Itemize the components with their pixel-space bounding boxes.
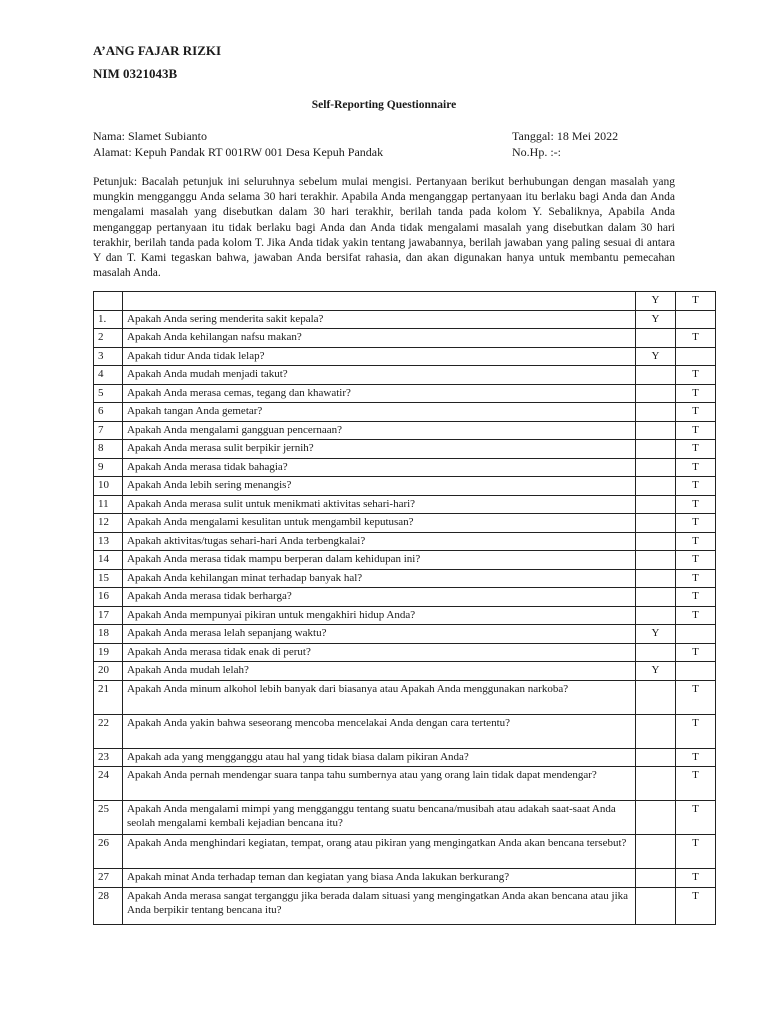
question-number-cell: 15 (94, 569, 123, 588)
question-text-cell: Apakah minat Anda terhadap teman dan kegiatan yang biasa Anda lakukan berkurang? (123, 869, 636, 888)
questionnaire-table (93, 291, 716, 925)
question-number-cell: 1. (94, 310, 123, 329)
answer-t-cell: T (676, 767, 716, 801)
answer-y-cell (636, 569, 676, 588)
answer-t-cell: T (676, 403, 716, 422)
question-text-cell: Apakah Anda merasa tidak berharga? (123, 588, 636, 607)
table-row (94, 643, 716, 662)
table-row (94, 403, 716, 422)
answer-y-cell (636, 835, 676, 869)
question-text-cell: Apakah Anda merasa tidak bahagia? (123, 458, 636, 477)
question-text-cell: Apakah aktivitas/tugas sehari-hari Anda terbengkalai? (123, 532, 636, 551)
table-row (94, 440, 716, 459)
answer-y-cell (636, 748, 676, 767)
question-text-cell: Apakah Anda yakin bahwa seseorang mencoba mencelakai Anda dengan cara tertentu? (123, 714, 636, 748)
question-number-cell: 2 (94, 329, 123, 348)
answer-y-cell (636, 421, 676, 440)
question-text-cell: Apakah tidur Anda tidak lelap? (123, 347, 636, 366)
table-row (94, 801, 716, 835)
question-text-cell: Apakah Anda kehilangan nafsu makan? (123, 329, 636, 348)
answer-t-cell: T (676, 421, 716, 440)
question-text-cell: Apakah Anda kehilangan minat terhadap banyak hal? (123, 569, 636, 588)
answer-t-cell: T (676, 532, 716, 551)
table-row (94, 347, 716, 366)
answer-t-cell: T (676, 643, 716, 662)
answer-y-cell: Y (636, 310, 676, 329)
question-text-cell: Apakah Anda mudah lelah? (123, 662, 636, 681)
table-row (94, 569, 716, 588)
answer-t-cell: T (676, 384, 716, 403)
table-header-row (94, 292, 716, 311)
answer-t-cell: T (676, 801, 716, 835)
question-number-cell: 8 (94, 440, 123, 459)
question-text-cell: Apakah Anda merasa sulit untuk menikmati aktivitas sehari-hari? (123, 495, 636, 514)
answer-y-cell (636, 384, 676, 403)
table-row (94, 662, 716, 681)
question-text-cell: Apakah Anda merasa lelah sepanjang waktu? (123, 625, 636, 644)
question-text-cell: Apakah Anda mempunyai pikiran untuk mengakhiri hidup Anda? (123, 606, 636, 625)
question-number-cell: 20 (94, 662, 123, 681)
answer-t-cell: T (676, 588, 716, 607)
question-number-cell: 22 (94, 714, 123, 748)
answer-y-cell (636, 403, 676, 422)
answer-t-cell: T (676, 366, 716, 385)
answer-t-cell: T (676, 748, 716, 767)
question-number-cell: 27 (94, 869, 123, 888)
answer-t-cell: T (676, 440, 716, 459)
table-row (94, 458, 716, 477)
question-number-cell: 7 (94, 421, 123, 440)
question-number-cell: 12 (94, 514, 123, 533)
answer-t-cell: T (676, 606, 716, 625)
answer-y-cell: Y (636, 625, 676, 644)
answer-y-cell (636, 887, 676, 924)
table-row (94, 366, 716, 385)
answer-y-cell (636, 440, 676, 459)
answer-t-cell (676, 625, 716, 644)
table-row (94, 495, 716, 514)
table-row (94, 714, 716, 748)
table-row (94, 329, 716, 348)
header-question-cell (123, 292, 636, 311)
answer-y-cell (636, 643, 676, 662)
question-number-cell: 28 (94, 887, 123, 924)
question-text-cell: Apakah ada yang mengganggu atau hal yang tidak biasa dalam pikiran Anda? (123, 748, 636, 767)
field-tanggal: Tanggal: 18 Mei 2022 (512, 129, 619, 143)
answer-y-cell (636, 551, 676, 570)
question-number-cell: 4 (94, 366, 123, 385)
answer-t-cell (676, 662, 716, 681)
question-text-cell: Apakah Anda menghindari kegiatan, tempat, orang atau pikiran yang mengingatkan Anda akan bencana tersebut? (123, 835, 636, 869)
question-number-cell: 17 (94, 606, 123, 625)
answer-y-cell (636, 329, 676, 348)
answer-t-cell: T (676, 551, 716, 570)
question-text-cell: Apakah Anda merasa sulit berpikir jernih? (123, 440, 636, 459)
question-number-cell: 23 (94, 748, 123, 767)
question-number-cell: 6 (94, 403, 123, 422)
answer-y-cell (636, 458, 676, 477)
answer-t-cell: T (676, 569, 716, 588)
question-number-cell: 10 (94, 477, 123, 496)
question-text-cell: Apakah Anda mengalami kesulitan untuk mengambil keputusan? (123, 514, 636, 533)
question-text-cell: Apakah Anda merasa sangat terganggu jika berada dalam situasi yang mengingatkan Anda akan bencana atau jika Anda berpikir tentang bencana itu? (123, 887, 636, 924)
answer-y-cell (636, 366, 676, 385)
table-row (94, 477, 716, 496)
field-nohp: No.Hp. :-: (512, 145, 561, 159)
answer-t-cell: T (676, 329, 716, 348)
question-number-cell: 18 (94, 625, 123, 644)
table-row (94, 421, 716, 440)
question-number-cell: 21 (94, 680, 123, 714)
answer-y-cell (636, 495, 676, 514)
table-row (94, 310, 716, 329)
question-text-cell: Apakah Anda minum alkohol lebih banyak dari biasanya atau Apakah Anda menggunakan narkoba? (123, 680, 636, 714)
table-row (94, 384, 716, 403)
answer-t-cell: T (676, 714, 716, 748)
answer-y-cell (636, 477, 676, 496)
question-number-cell: 9 (94, 458, 123, 477)
answer-t-cell: T (676, 477, 716, 496)
field-alamat: Alamat: Kepuh Pandak RT 001RW 001 Desa Kepuh Pandak (93, 145, 384, 159)
table-row (94, 767, 716, 801)
answer-y-cell (636, 532, 676, 551)
answer-y-cell (636, 514, 676, 533)
answer-t-cell (676, 347, 716, 366)
table-row (94, 551, 716, 570)
table-row (94, 625, 716, 644)
question-text-cell: Apakah Anda merasa cemas, tegang dan khawatir? (123, 384, 636, 403)
answer-y-cell (636, 606, 676, 625)
question-text-cell: Apakah Anda mudah menjadi takut? (123, 366, 636, 385)
table-row (94, 532, 716, 551)
answer-y-cell (636, 767, 676, 801)
answer-t-cell: T (676, 887, 716, 924)
question-number-cell: 16 (94, 588, 123, 607)
answer-y-cell (636, 714, 676, 748)
question-text-cell: Apakah Anda sering menderita sakit kepala? (123, 310, 636, 329)
question-number-cell: 3 (94, 347, 123, 366)
question-number-cell: 13 (94, 532, 123, 551)
question-number-cell: 11 (94, 495, 123, 514)
question-text-cell: Apakah Anda merasa tidak enak di perut? (123, 643, 636, 662)
answer-t-cell (676, 310, 716, 329)
table-row (94, 588, 716, 607)
table-row (94, 680, 716, 714)
table-row (94, 835, 716, 869)
question-text-cell: Apakah Anda pernah mendengar suara tanpa tahu sumbernya atau yang orang lain tidak dapat mendengar? (123, 767, 636, 801)
table-row (94, 869, 716, 888)
question-number-cell: 25 (94, 801, 123, 835)
question-text-cell: Apakah Anda lebih sering menangis? (123, 477, 636, 496)
answer-t-cell: T (676, 680, 716, 714)
answer-y-cell (636, 869, 676, 888)
question-number-cell: 26 (94, 835, 123, 869)
question-number-cell: 24 (94, 767, 123, 801)
answer-y-cell (636, 680, 676, 714)
field-nama: Nama: Slamet Subianto (93, 129, 207, 143)
document-title: Self-Reporting Questionnaire (311, 99, 457, 111)
answer-y-cell: Y (636, 347, 676, 366)
header-num-cell (94, 292, 123, 311)
answer-t-cell: T (676, 514, 716, 533)
instructions-paragraph: Petunjuk: Bacalah petunjuk ini seluruhnya sebelum mulai mengisi. Pertanyaan berikut berhubungan dengan masalah yang mungkin mengganggu Anda selama 30 hari terakhir. Apabila Anda menganggap pertanyaan itu berlaku bagi Anda dan Anda mengalami masalah yang disebutkan dalam 30 hari terakhir, berilah tanda pada kolom Y. Sebaliknya, Apabila Anda menganggap pertanyaan itu tidak berlaku bagi Anda dan Anda tidak mengalami masalah yang disebutkan dalam 30 hari terakhir, berilah tanda pada kolom T. Jika Anda tidak yakin tentang jawabannya, berilah jawaban yang paling sesuai di antara Y dan T. Kami tegaskan bahwa, jawaban Anda bersifat rahasia, dan akan digunakan hanya untuk membantu pemecahan masalah Anda. (93, 176, 675, 280)
author-name: A’ANG FAJAR RIZKI (93, 43, 222, 58)
table-row (94, 887, 716, 924)
question-text-cell: Apakah Anda merasa tidak mampu berperan dalam kehidupan ini? (123, 551, 636, 570)
header-y-cell: Y (636, 292, 676, 311)
author-nim: NIM 0321043B (93, 66, 178, 81)
answer-y-cell: Y (636, 662, 676, 681)
question-number-cell: 5 (94, 384, 123, 403)
question-number-cell: 14 (94, 551, 123, 570)
question-text-cell: Apakah tangan Anda gemetar? (123, 403, 636, 422)
answer-t-cell: T (676, 869, 716, 888)
table-row (94, 606, 716, 625)
answer-t-cell: T (676, 835, 716, 869)
question-text-cell: Apakah Anda mengalami mimpi yang mengganggu tentang suatu bencana/musibah atau adakah saat-saat Anda seolah mengalami kembali kejadian bencana itu? (123, 801, 636, 835)
table-row (94, 748, 716, 767)
answer-y-cell (636, 801, 676, 835)
question-text-cell: Apakah Anda mengalami gangguan pencernaan? (123, 421, 636, 440)
answer-t-cell: T (676, 495, 716, 514)
answer-t-cell: T (676, 458, 716, 477)
header-t-cell: T (676, 292, 716, 311)
table-row (94, 514, 716, 533)
question-number-cell: 19 (94, 643, 123, 662)
answer-y-cell (636, 588, 676, 607)
